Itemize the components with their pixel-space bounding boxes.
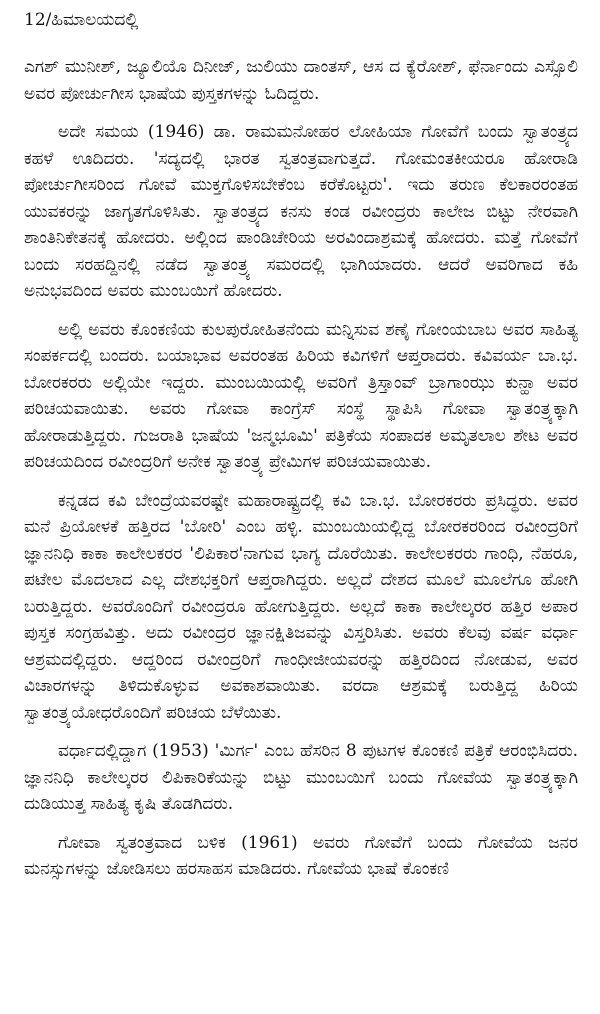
paragraph-4: ಕನ್ನಡದ ಕವಿ ಬೇಂದ್ರೆಯವರಷ್ಟೇ ಮಹಾರಾಷ್ಟ್ರದಲ್ಲಿ ಕವಿ ಬಾ.ಭ. ಬೋರಕರರು ಪ್ರಸಿದ್ಧರು. ಅವರ ಮನೆ ಪ್ರಿಯೋಳಕೆ ಹತ್ತಿರದ 'ಬೋರಿ' ಎಂಬ ಹಳ್ಳಿ. ಮುಂಬಯಿಯಲ್ಲಿದ್ದ ಬೋರಕರರಿಂದ ರವೀಂದ್ರರಿಗೆ ಜ್ಞಾನನಿಧಿ ಕಾಕಾ ಕಾಲೇಲಕರರ 'ಲಿಪಿಕಾರ'ನಾಗುವ ಭಾಗ್ಯ ದೊರೆಯಿತು. ಕಾಲೇಲಕರರು ಗಾಂಧಿ, ನೆಹರೂ, ಪಟೇಲ ಮೊದಲಾದ ಎಲ್ಲ ದೇಶಭಕ್ತರಿಗೆ ಆಪ್ತರಾಗಿದ್ದರು. ಅಲ್ಲದೆ ದೇಶದ ಮೂಲೆ ಮೂಲೆಗೂ ಹೋಗಿ ಬರುತ್ತಿದ್ದರು. ಅವರೊಂದಿಗೆ ರವೀಂದ್ರರೂ ಹೋಗುತ್ತಿದ್ದರು. ಅಲ್ಲದೆ ಕಾಕಾ ಕಾಲೇಲ್ಕರರ ಹತ್ತಿರ ಅಪಾರ ಪುಸ್ತಕ ಸಂಗ್ರಹವಿತ್ತು. ಅದು ರವೀಂದ್ರರ ಜ್ಞಾನಕ್ಷಿತಿಜವನ್ನು ವಿಸ್ತರಿಸಿತು. ಅವರು ಕೆಲವು ವರ್ಷ ವರ್ಧಾ ಆಶ್ರಮದಲ್ಲಿದ್ದರು. ಆದ್ದರಿಂದ ರವೀಂದ್ರರಿಗೆ ಗಾಂಧೀಜೀಯವರನ್ನು ಹತ್ತಿರದಿಂದ ನೋಡುವ, ಅವರ ವಿಚಾರಗಳನ್ನು ತಿಳಿದುಕೊಳ್ಳುವ ಅವಕಾಶವಾಯಿತು. ವರದಾ ಆಶ್ರಮಕ್ಕೆ ಬರುತ್ತಿದ್ದ ಹಿರಿಯ ಸ್ವಾತಂತ್ರ್ಯಯೋಧರೊಂದಿಗೆ ಪರಿಚಯ ಬೆಳೆಯಿತು. [24, 490, 578, 723]
paragraph-2: ಅದೇ ಸಮಯ (1946) ಡಾ. ರಾಮಮನೋಹರ ಲೋಹಿಯಾ ಗೋವೆಗೆ ಬಂದು ಸ್ವಾತಂತ್ರ್ಯದ ಕಹಳೆ ಊದಿದರು. 'ಸದ್ಯದಲ್ಲಿ ಭಾರತ ಸ್ವತಂತ್ರವಾಗುತ್ತದೆ. ಗೋಮಂತಕೀಯರೂ ಹೋರಾಡಿ ಪೋರ್ಚುಗೀಸರಿಂದ ಗೋವೆ ಮುಕ್ತಗೊಳಿಸಬೇಕೆಂಬ ಕರೆಕೊಟ್ಟರು'. ಇದು ತರುಣ ಕೆಲಕಾರರಂತಹ ಯುವಕರನ್ನು ಜಾಗೃತಗೊಳಿಸಿತು. ಸ್ವಾತಂತ್ರ್ಯದ ಕನಸು ಕಂಡ ರವೀಂದ್ರರು ಕಾಲೇಜ ಬಿಟ್ಟು ನೇರವಾಗಿ ಶಾಂತಿನಿಕೇತನಕ್ಕೆ ಹೋದರು. ಅಲ್ಲಿಂದ ಪಾಂಡಿಚೇರಿಯ ಅರವಿಂದಾಶ್ರಮಕ್ಕೆ ಹೋದರು. ಮತ್ತೆ ಗೋವೆಗೆ ಬಂದು ಸರಹದ್ದಿನಲ್ಲಿ ನಡೆದ ಸ್ವಾತಂತ್ರ್ಯ ಸಮರದಲ್ಲಿ ಭಾಗಿಯಾದರು. ಆದರೆ ಅವರಿಗಾದ ಕಹಿ ಅನುಭವದಿಂದ ಅವರು ಮುಂಬಯಿಗೆ ಹೋದರು. [24, 122, 578, 301]
running-header: 12/ಹಿಮಾಲಯದಲ್ಲಿ [24, 10, 139, 30]
paragraph-1: ಎಗಶ್ ಮುನೀಶ್, ಜ್ಯೂಲಿಯೊ ದಿನೀಜ್, ಜುಲಿಯು ದಾಂತಸ್, ಆಸ ದ ಕ್ಯೆರೋಶ್, ಫೆರ್ನಾಂದು ಎಸ್ಸೊಲಿ ಅವರ ಪೋರ್ಚುಗೀಸ ಭಾಷೆಯ ಪುಸ್ತಕಗಳನ್ನು ಓದಿದ್ದರು. [24, 57, 578, 104]
paragraph-6: ಗೋವಾ ಸ್ವತಂತ್ರವಾದ ಬಳಿಕ (1961) ಅವರು ಗೋವೆಗೆ ಬಂದು ಗೋವೆಯ ಜನರ ಮನಸ್ಸುಗಳನ್ನು ಜೋಡಿಸಲು ಹರಸಾಹಸ ಮಾಡಿದರು. ಗೋವೆಯ ಭಾಷೆ ಕೊಂಕಣಿ [24, 832, 578, 879]
paragraph-3: ಅಲ್ಲಿ ಅವರು ಕೊಂಕಣಿಯ ಕುಲಪುರೋಹಿತನೆಂದು ಮನ್ನಿಸುವ ಶಣೈ ಗೋಂಯಬಾಬ ಅವರ ಸಾಹಿತ್ಯ ಸಂಪರ್ಕದಲ್ಲಿ ಬಂದರು. ಬಯಾಭಾವ ಅವರಂತಹ ಹಿರಿಯ ಕವಿಗಳಿಗೆ ಆಪ್ತರಾದರು. ಕವಿವರ್ಯ ಬಾ.ಭ. ಬೋರಕರರು ಅಲ್ಲಿಯೇ ಇದ್ದರು. ಮುಂಬಯಿಯಲ್ಲಿ ಅವರಿಗೆ ತ್ರಿಸ್ತಾಂವ್ ಬ್ರಾಗಾಂಝು ಕುನ್ಹಾ ಅವರ ಪರಿಚಯವಾಯಿತು. ಅವರು ಗೋವಾ ಕಾಂಗ್ರೆಸ್ ಸಂಸ್ಥೆ ಸ್ಥಾಪಿಸಿ ಗೋವಾ ಸ್ವಾತಂತ್ರ್ಯಕ್ಕಾಗಿ ಹೋರಾಡುತ್ತಿದ್ದರು. ಗುಜರಾತಿ ಭಾಷೆಯ 'ಜನ್ಮಭೂಮಿ' ಪತ್ರಿಕೆಯ ಸಂಪಾದಕ ಅಮೃತಲಾಲ ಶೇಟ ಅವರ ಪರಿಚಯದಿಂದ ರವೀಂದ್ರರಿಗೆ ಅನೇಕ ಸ್ವಾತಂತ್ರ್ಯ ಪ್ರೇಮಿಗಳ ಪರಿಚಯವಾಯಿತು. [24, 319, 578, 472]
paragraph-5: ವರ್ಧಾದಲ್ಲಿದ್ದಾಗ (1953) 'ಮಿರ್ಗ' ಎಂಬ ಹೆಸರಿನ 8 ಪುಟಗಳ ಕೊಂಕಣಿ ಪತ್ರಿಕೆ ಆರಂಭಿಸಿದರು. ಜ್ಞಾನನಿಧಿ ಕಾಲೇಲ್ಕರರ ಲಿಪಿಕಾರಿಕೆಯನ್ನು ಬಿಟ್ಟು ಮುಂಬಯಿಗೆ ಬಂದು ಗೋವೆಯ ಸ್ವಾತಂತ್ರ್ಯಕ್ಕಾಗಿ ದುಡಿಯುತ್ತ ಸಾಹಿತ್ಯ ಕೃಷಿ ತೊಡಗಿದರು. [24, 741, 578, 814]
